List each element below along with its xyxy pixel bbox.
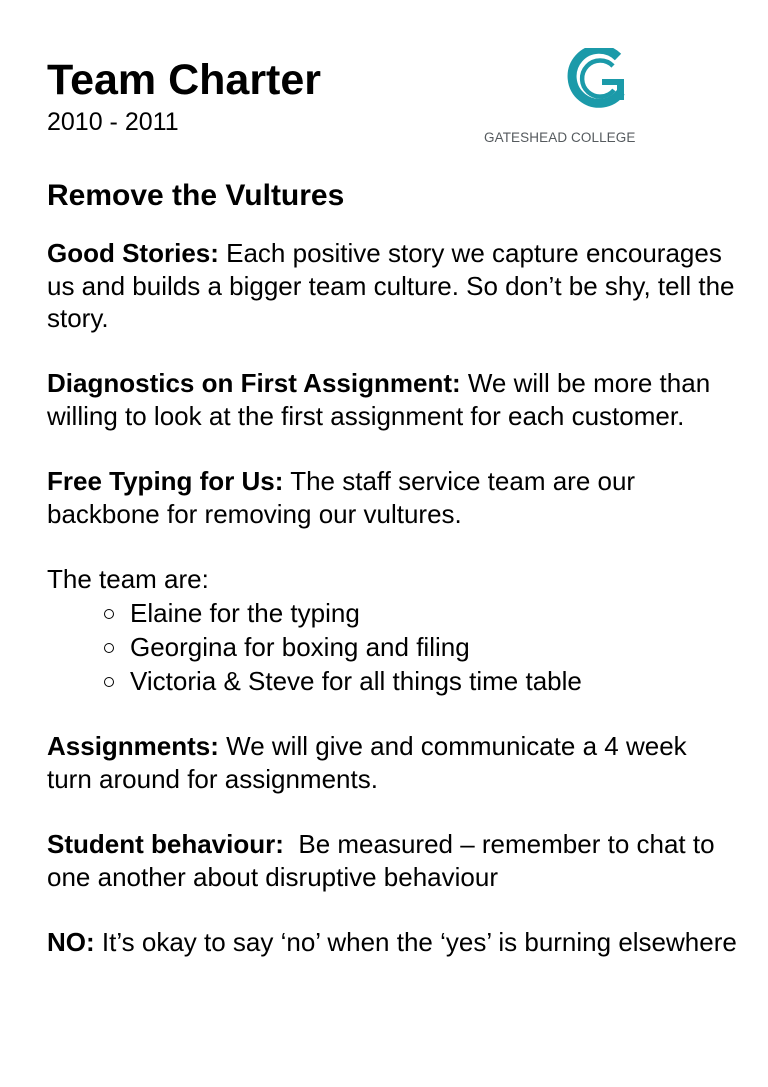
- free-typing-heading: Free Typing for Us:: [47, 466, 284, 497]
- date-range: 2010 - 2011: [47, 108, 179, 136]
- good-stories-heading: Good Stories:: [47, 238, 219, 268]
- list-item: [104, 596, 737, 630]
- bullet-icon: [104, 609, 114, 619]
- diagnostics-paragraph: [47, 367, 737, 432]
- no-text: It’s okay to say ‘no’ when the ‘yes’ is burning elsewhere: [94, 926, 737, 957]
- list-item: [104, 630, 737, 664]
- section-title: Remove the Vultures: [47, 179, 345, 212]
- page-title: Team Charter: [47, 56, 322, 104]
- team-members-list: [47, 596, 737, 698]
- good-stories-paragraph: [47, 237, 737, 335]
- bullet-icon: [104, 643, 114, 653]
- no-heading: NO:: [47, 926, 95, 957]
- assignments-text: We will give and communicate a 4 week turn around for assignments.: [47, 731, 687, 794]
- charter-content: [47, 237, 737, 991]
- logo-wordmark: GATESHEAD COLLEGE: [484, 130, 636, 145]
- g-logo-icon: [566, 48, 628, 110]
- team-member-text: Victoria & Steve for all things time table: [130, 665, 582, 696]
- diagnostics-heading: Diagnostics on First Assignment:: [47, 368, 461, 399]
- diagnostics-text: We will be more than willing to look at the first assignment for each customer.: [47, 368, 711, 431]
- team-intro: The team are:: [47, 563, 209, 594]
- gateshead-college-logo: [478, 48, 638, 152]
- team-member-text: Georgina for boxing and filing: [130, 631, 470, 662]
- assignments-paragraph: [47, 730, 737, 795]
- list-item: [104, 664, 737, 698]
- assignments-heading: Assignments:: [47, 731, 219, 762]
- free-typing-paragraph: [47, 465, 737, 530]
- good-stories-text: Each positive story we capture encourages us and builds a bigger team culture. So don’t be shy, tell the story.: [47, 238, 735, 334]
- student-behaviour-heading: Student behaviour:: [47, 828, 284, 859]
- bullet-icon: [104, 677, 114, 687]
- free-typing-text: The staff service team are our backbone for removing our vultures.: [47, 466, 636, 529]
- team-member-text: Elaine for the typing: [130, 597, 360, 628]
- no-paragraph: [47, 926, 737, 959]
- student-behaviour-text: Be measured – remember to chat to one another about disruptive behaviour: [47, 828, 722, 892]
- student-behaviour-paragraph: [47, 828, 737, 893]
